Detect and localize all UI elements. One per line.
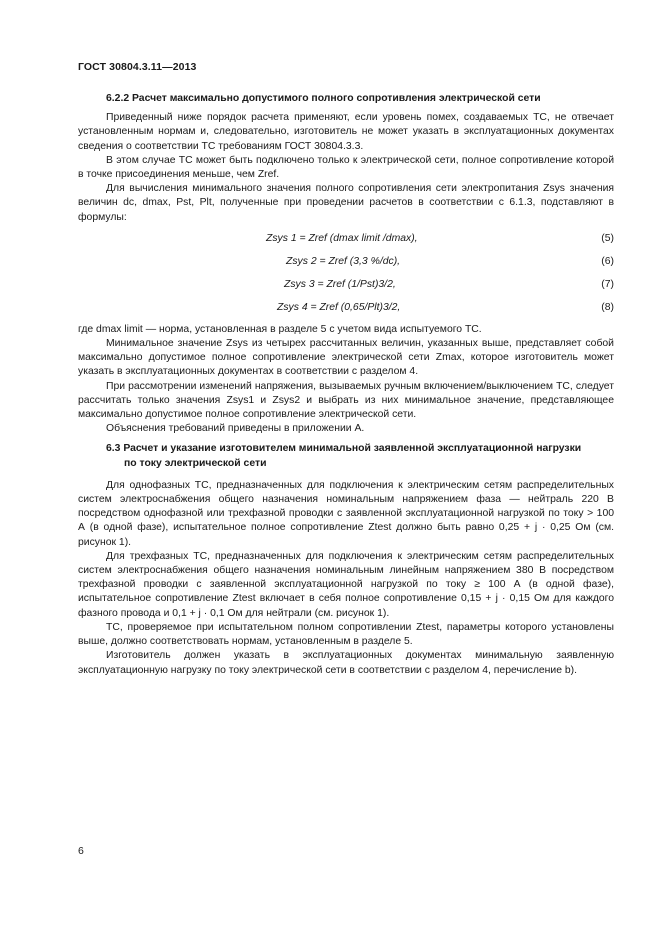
formula-5 [78,230,614,253]
formula-number: (8) [601,301,614,313]
formula-8 [78,299,614,322]
section-6-3-heading-line-1: 6.3 Расчет и указание изготовителем минимальной заявленной эксплуатационной нагрузки [106,443,582,455]
paragraph: Изготовитель должен указать в эксплуатационных документах минимальную заявленную эксплуатационную нагрузку по току электрической сети в соответствии с разделом 4, перечисление b). [78,650,614,676]
formula-expression: Zsys 1 = Zref (dmax limit /dmax), [266,232,418,244]
paragraph: Для вычисления минимального значения полного сопротивления сети электропитания Zsys значения величин dc, dmax, Pst, Plt, полученные при проведении расчетов в соответствии с 6.1.3, подставляют в формулы: [78,183,614,223]
paragraph: где dmax limit — норма, установленная в разделе 5 с учетом вида испытуемого ТС. [78,323,482,335]
document-header: ГОСТ 30804.3.11—2013 [78,61,197,73]
formula-number: (7) [601,278,614,290]
paragraph: ТС, проверяемое при испытательном полном сопротивлении Ztest, параметры которого установлены выше, должно соответствовать нормам, установленным в разделе 5. [78,621,614,648]
paragraph: Для однофазных ТС, предназначенных для подключения к электрическим сетям распределительных систем электроснабжения общего назначения номинальным напряжением фаза — нейтраль 220 В посредством однофазной или трехфазной проводки с заявленной эксплуатационной нагрузкой по току > 100 А (в одной фазе), испытательное полное сопротивление Ztest должно быть равно 0,25 + j · 0,25 Ом (см. рисунок 1). [78,479,614,548]
formula-expression: Zsys 3 = Zref (1/Pst)3/2, [284,278,396,290]
formula-expression: Zsys 4 = Zref (0,65/Plt)3/2, [277,301,401,313]
page-number: 6 [78,845,84,857]
formula-7 [78,276,614,299]
section-6-3-heading [78,442,614,470]
formula-expression: Zsys 2 = Zref (3,3 %/dc), [286,255,401,267]
paragraph: При рассмотрении изменений напряжения, вызываемых ручным включением/выключением ТС, следует рассчитать только значения Zsys1 и Zsys2 и выбрать из них минимальное значение, представляющее максимально допустимое полное сопротивление электрической сети. [78,380,614,421]
document-body [78,92,614,678]
formula-block [78,230,614,322]
paragraph: В этом случае ТС может быть подключено только к электрической сети, полное сопротивление которой в точке присоединения меньше, чем Zref. [78,154,614,181]
paragraph: Объяснения требований приведены в приложении А. [106,423,365,435]
paragraph: Приведенный ниже порядок расчета применяют, если уровень помех, создаваемых ТС, не отвечает установленным нормам и, следовательно, изготовитель не может указать в эксплуатационных документах сведения о соответствии ТС требованиям ГОСТ 30804.3.3. [78,112,614,152]
formula-6 [78,253,614,276]
section-6-3-heading-line-2: по току электрической сети [124,457,267,469]
section-6-2-2-heading: 6.2.2 Расчет максимально допустимого полного сопротивления электрической сети [106,93,541,104]
formula-number: (5) [601,232,614,244]
paragraph: Для трехфазных ТС, предназначенных для подключения к электрическим сетям распределительных систем электроснабжения общего назначения номинальным линейным напряжением 380 В посредством трехфазной проводки с заявленной эксплуатационной нагрузкой по току ≥ 100 А (в одной фазе), испытательное сопротивление Ztest включает в себя полное сопротивление 0,15 + j · 0,15 Ом для каждого фазного провода и 0,1 + j · 0,1 Ом для нейтрали (см. рисунок 1). [78,550,614,619]
paragraph: Минимальное значение Zsys из четырех рассчитанных величин, указанных выше, представляет собой максимально допустимое полное сопротивление электрической сети Zmax, которое изготовитель может указать в эксплуатационных документах в соответствии с разделом 4. [78,338,614,378]
formula-number: (6) [601,255,614,267]
